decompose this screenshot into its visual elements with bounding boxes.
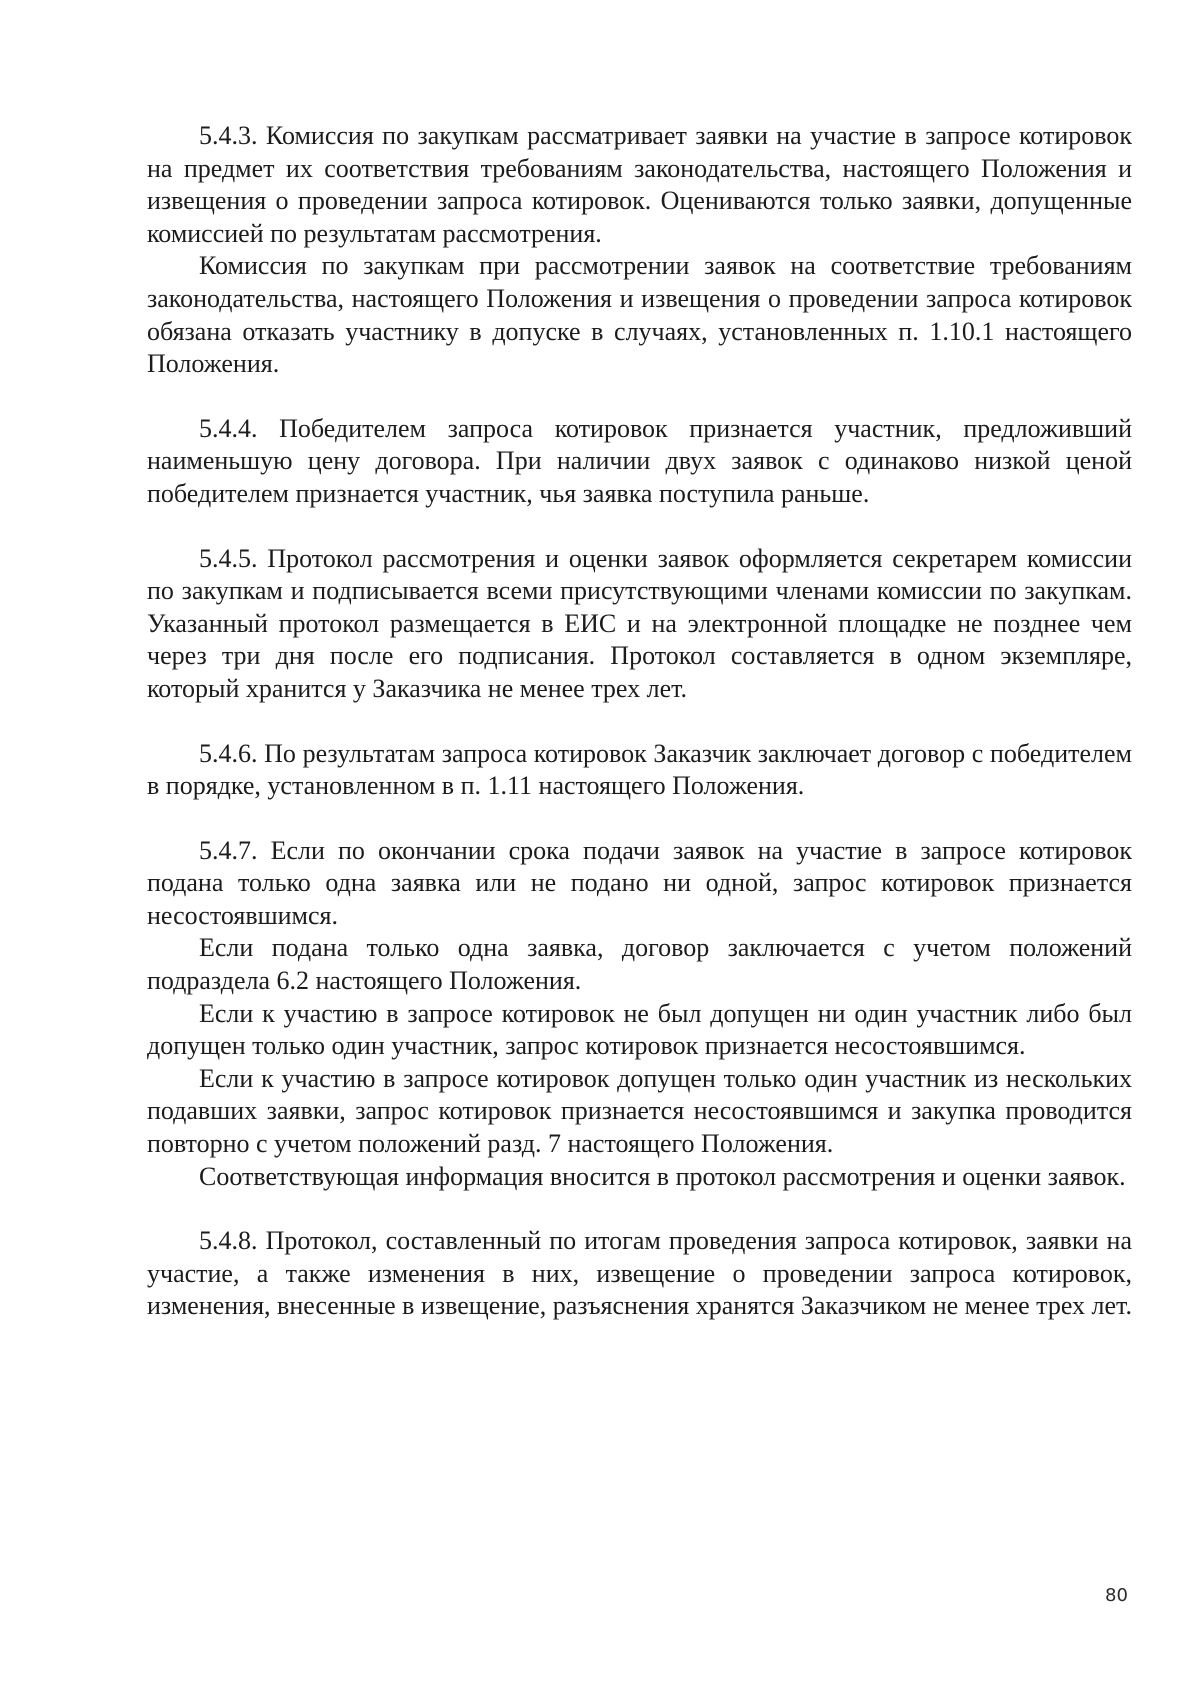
- paragraph-5-4-3: 5.4.3. Комиссия по закупкам рассматривает заявки на участие в запросе котировок на предмет их соответствия требованиям законодательства, настоящего Положения и извещения о проведении запроса котировок. Оцениваются только заявки, допущенные комиссией по результатам рассмотрения.: [147, 121, 1132, 248]
- document-body: [147, 120, 1132, 1323]
- paragraph-5-4-3-continued: Комиссия по закупкам при рассмотрении заявок на соответствие требованиям законодательства, настоящего Положения и извещения о проведении запроса котировок обязана отказать участнику в допуске в случаях, установленных п. 1.10.1 настоящего Положения.: [147, 251, 1132, 379]
- page-number: 80: [1105, 1585, 1128, 1606]
- paragraph-5-4-5: 5.4.5. Протокол рассмотрения и оценки заявок оформляется секретарем комиссии по закупкам и подписывается всеми присутствующими членами комиссии по закупкам. Указанный протокол размещается в ЕИС и на электронной площадке не позднее чем через три дня после его подписания. Протокол составляется в одном экземпляре, который хранится у Заказчика не менее трех лет.: [147, 543, 1132, 703]
- paragraph-5-4-7-single-bid: Если подана только одна заявка, договор заключается с учетом положений подраздела 6.2 настоящего Положения.: [147, 933, 1132, 996]
- paragraph-5-4-7: 5.4.7. Если по окончании срока подачи заявок на участие в запросе котировок подана только одна заявка или не подано ни одной, запрос котировок признается несостоявшимся.: [147, 835, 1132, 930]
- paragraph-5-4-4: 5.4.4. Победителем запроса котировок признается участник, предложивший наименьшую цену договора. При наличии двух заявок с одинаково низкой ценой победителем признается участник, чья заявка поступила раньше.: [147, 413, 1132, 508]
- paragraph-5-4-7-one-admitted: Если к участию в запросе котировок допущен только один участник из нескольких подавших заявки, запрос котировок признается несостоявшимся и закупка проводится повторно с учетом положений разд. 7 настоящего Положения.: [147, 1063, 1132, 1159]
- paragraph-5-4-8: 5.4.8. Протокол, составленный по итогам проведения запроса котировок, заявки на участие, а также изменения в них, извещение о проведении запроса котировок, изменения, внесенные в извещение, разъяснения хранятся Заказчиком не менее трех лет.: [147, 1226, 1132, 1321]
- paragraph-5-4-7-protocol-info: Соответствующая информация вносится в протокол рассмотрения и оценки заявок.: [199, 1161, 1126, 1191]
- paragraph-5-4-6: 5.4.6. По результатам запроса котировок Заказчик заключает договор с победителем в порядке, установленном в п. 1.11 настоящего Положения.: [147, 738, 1132, 801]
- paragraph-5-4-7-no-admitted: Если к участию в запросе котировок не был допущен ни один участник либо был допущен только один участник, запрос котировок признается несостоявшимся.: [147, 998, 1132, 1061]
